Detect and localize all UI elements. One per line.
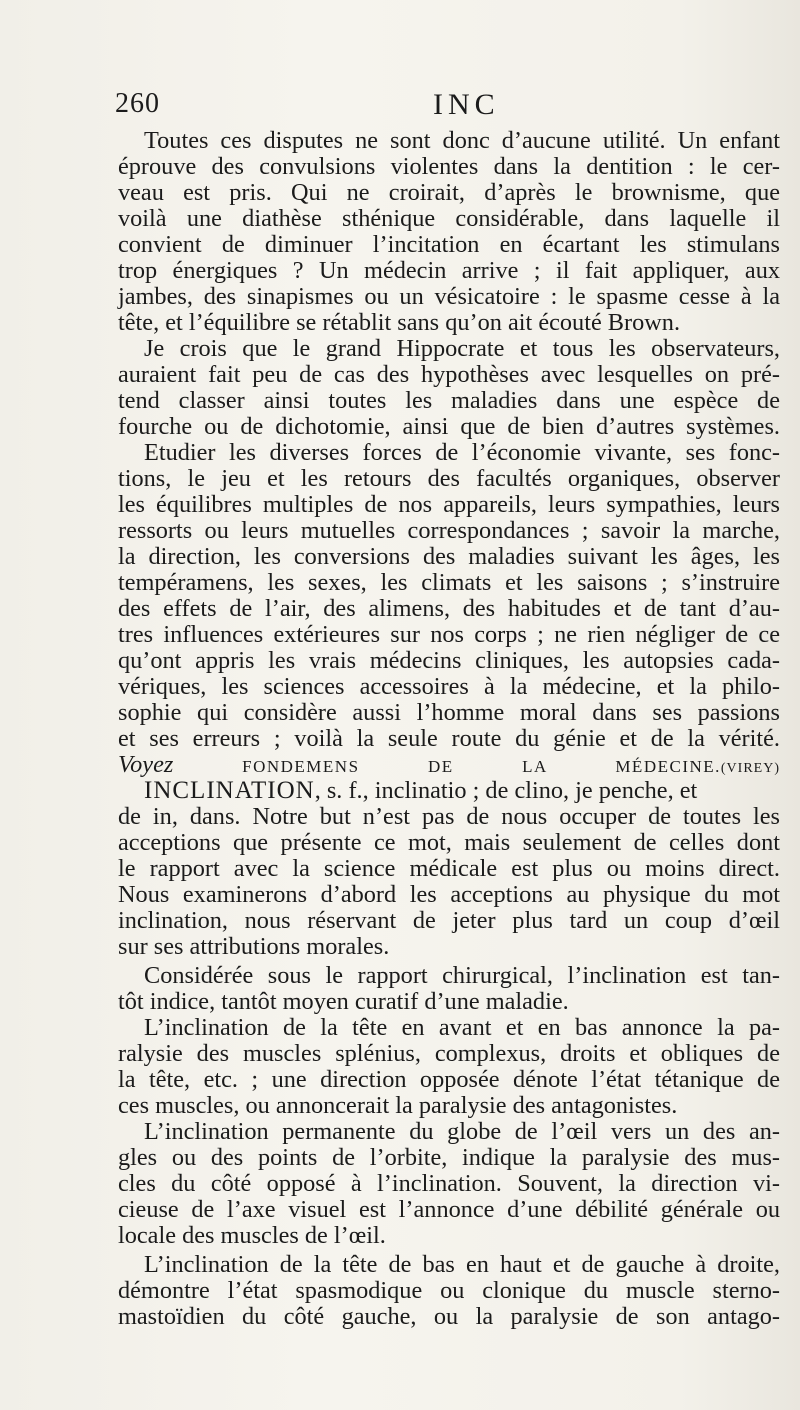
text-line: des effets de l’air, des alimens, des habitudes et de tant d’au- <box>118 595 780 622</box>
text-line: inclination, nous réservant de jeter plus tard un coup d’œil <box>118 907 780 934</box>
text-line: ces muscles, ou annoncerait la paralysie des antagonistes. <box>118 1092 678 1119</box>
text-line: qu’ont appris les vrais médecins cliniques, les autopsies cada- <box>118 647 780 674</box>
reference-target: FONDEMENS DE LA MÉDECINE. <box>242 757 721 776</box>
text-line: Toutes ces disputes ne sont donc d’aucune utilité. Un enfant <box>144 127 780 154</box>
author-signature: (VIREY) <box>720 761 780 776</box>
text-line: Nous examinerons d’abord les acceptions au physique du mot <box>118 881 780 908</box>
paragraph-4 <box>118 963 780 1015</box>
text-line: L’inclination de la tête en avant et en bas annonce la pa- <box>144 1014 780 1041</box>
body-text <box>118 128 780 1330</box>
text-line: Etudier les diverses forces de l’économie vivante, ses fonc- <box>144 439 780 466</box>
text-line: fourche ou de dichotomie, ainsi que de bien d’autres systèmes. <box>118 413 780 440</box>
text-line: le rapport avec la science médicale est plus ou moins direct. <box>118 855 780 882</box>
text-line: L’inclination permanente du globe de l’œil vers un des an- <box>144 1118 780 1145</box>
text-line: tête, et l’équilibre se rétablit sans qu’on ait écouté Brown. <box>118 309 681 336</box>
dictionary-entry <box>118 778 780 960</box>
text-line: tres influences extérieures sur nos corps ; ne rien négliger de ce <box>118 621 780 648</box>
text-line: auraient fait peu de cas des hypothèses avec lesquelles on pré- <box>118 361 780 388</box>
paragraph-1 <box>118 128 780 336</box>
text-line: tend classer ainsi toutes les maladies dans une espèce de <box>118 387 780 414</box>
text-line: la direction, les conversions des maladies suivant les âges, les <box>118 543 780 570</box>
paragraph-7 <box>118 1252 780 1330</box>
text-line: ressorts ou leurs mutuelles correspondances ; savoir la marche, <box>118 517 780 544</box>
text-line: veau est pris. Qui ne croirait, d’après le brownisme, que <box>118 179 780 206</box>
paragraph-3 <box>118 440 780 752</box>
text-line: sophie qui considère aussi l’homme moral dans ses passions <box>118 699 780 726</box>
text-line: mastoïdien du côté gauche, ou la paralysie de son antago- <box>118 1303 780 1330</box>
text-line: ralysie des muscles splénius, complexus, droits et obliques de <box>118 1040 780 1067</box>
paragraph-6 <box>118 1119 780 1249</box>
text-line: tôt indice, tantôt moyen curatif d’une maladie. <box>118 988 569 1015</box>
text-line: Considérée sous le rapport chirurgical, l’inclination est tan- <box>144 962 780 989</box>
text-line: voilà une diathèse sthénique considérable, dans laquelle il <box>118 205 780 232</box>
text-line: cieuse de l’axe visuel est l’annonce d’une débilité générale ou <box>118 1196 780 1223</box>
text-line: cles du côté opposé à l’inclination. Souvent, la direction vi- <box>118 1170 780 1197</box>
text-line: tempéramens, les sexes, les climats et les saisons ; s’instruire <box>118 569 780 596</box>
entry-first-line <box>118 778 780 804</box>
cross-reference <box>118 752 780 778</box>
text-line: les équilibres multiples de nos appareils, leurs sympathies, leurs <box>118 491 780 518</box>
text-line: acceptions que présente ce mot, mais seulement de celles dont <box>118 829 780 856</box>
paragraph-5 <box>118 1015 780 1119</box>
entry-headword: INCLINATION <box>144 777 315 804</box>
running-head: INC <box>433 88 500 121</box>
text-line: sur ses attributions morales. <box>118 933 390 960</box>
text-line: L’inclination de la tête de bas en haut et de gauche à droite, <box>144 1251 780 1278</box>
page-header <box>115 88 780 122</box>
text-line: convient de diminuer l’incitation en écartant les stimulans <box>118 231 780 258</box>
text-line: éprouve des convulsions violentes dans la dentition : le cer- <box>118 153 780 180</box>
text-line: trop énergiques ? Un médecin arrive ; il fait appliquer, aux <box>118 257 780 284</box>
paragraph-2 <box>118 336 780 440</box>
text-line: tions, le jeu et les retours des facultés organiques, observer <box>118 465 780 492</box>
text-line: jambes, des sinapismes ou un vésicatoire : le spasme cesse à la <box>118 283 780 310</box>
text-line: et ses erreurs ; voilà la seule route du génie et de la vérité. <box>118 725 780 752</box>
text-line: locale des muscles de l’œil. <box>118 1222 386 1249</box>
text-line: vériques, les sciences accessoires à la médecine, et la philo- <box>118 673 780 700</box>
text-line: démontre l’état spasmodique ou clonique du muscle sterno- <box>118 1277 780 1304</box>
page-number: 260 <box>115 88 160 119</box>
entry-definition: , s. f., inclinatio ; de clino, je penche, et <box>314 777 698 804</box>
text-line: de in, dans. Notre but n’est pas de nous occuper de toutes les <box>118 803 780 830</box>
text-line: la tête, etc. ; une direction opposée dénote l’état tétanique de <box>118 1066 780 1093</box>
text-line: Je crois que le grand Hippocrate et tous les observateurs, <box>144 335 780 362</box>
voyez-label: Voyez <box>118 751 174 778</box>
text-line: gles ou des points de l’orbite, indique la paralysie des mus- <box>118 1144 780 1171</box>
